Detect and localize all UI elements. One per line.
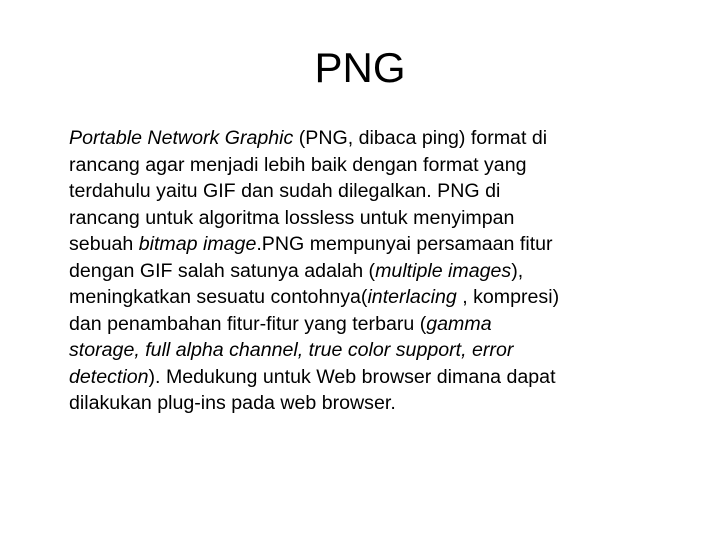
body-text-segment: interlacing — [367, 286, 457, 308]
body-text-segment: storage, full alpha channel, true color support, error — [69, 339, 514, 361]
body-text-segment: dengan GIF salah satunya adalah ( — [69, 259, 376, 282]
body-text-segment: dan penambahan fitur-fitur yang terbaru ( — [69, 312, 427, 335]
body-line — [69, 258, 687, 285]
body-text-segment: sebuah — [69, 233, 139, 255]
body-line — [69, 125, 687, 152]
body-line — [69, 178, 687, 205]
body-line — [69, 152, 687, 179]
body-text-segment: terdahulu yaitu GIF dan sudah dilegalkan. PNG di — [69, 180, 501, 202]
body-line — [69, 231, 687, 258]
body-text-segment: meningkatkan sesuatu contohnya( — [69, 286, 368, 308]
body-text-segment: dilakukan plug-ins pada web browser. — [69, 392, 396, 414]
body-line — [69, 364, 687, 391]
body-line — [69, 284, 687, 311]
slide-title: PNG — [314, 44, 406, 91]
body-text-segment: , kompresi) — [456, 286, 560, 308]
body-paragraph — [69, 125, 687, 417]
body-text-segment: bitmap image — [138, 233, 257, 255]
body-text-segment: ). Medukung untuk Web browser dimana dapat — [148, 365, 556, 388]
body-line — [69, 311, 687, 338]
body-line — [69, 205, 687, 232]
body-text-segment: ), — [511, 259, 524, 282]
body-line — [69, 337, 687, 364]
body-text-segment: .PNG mempunyai persamaan fitur — [256, 233, 553, 255]
body-text-segment: gamma — [426, 312, 492, 335]
body-text-segment: detection — [69, 365, 149, 388]
body-text-segment: (PNG, dibaca ping) format di — [293, 127, 548, 149]
body-text-segment: rancang agar menjadi lebih baik dengan format yang — [69, 153, 527, 176]
body-text-segment: rancang untuk algoritma lossless untuk menyimpan — [69, 206, 515, 229]
body-text-segment: Portable Network Graphic — [69, 127, 294, 149]
body-text-segment: multiple images — [375, 259, 512, 282]
body-line — [69, 390, 687, 417]
